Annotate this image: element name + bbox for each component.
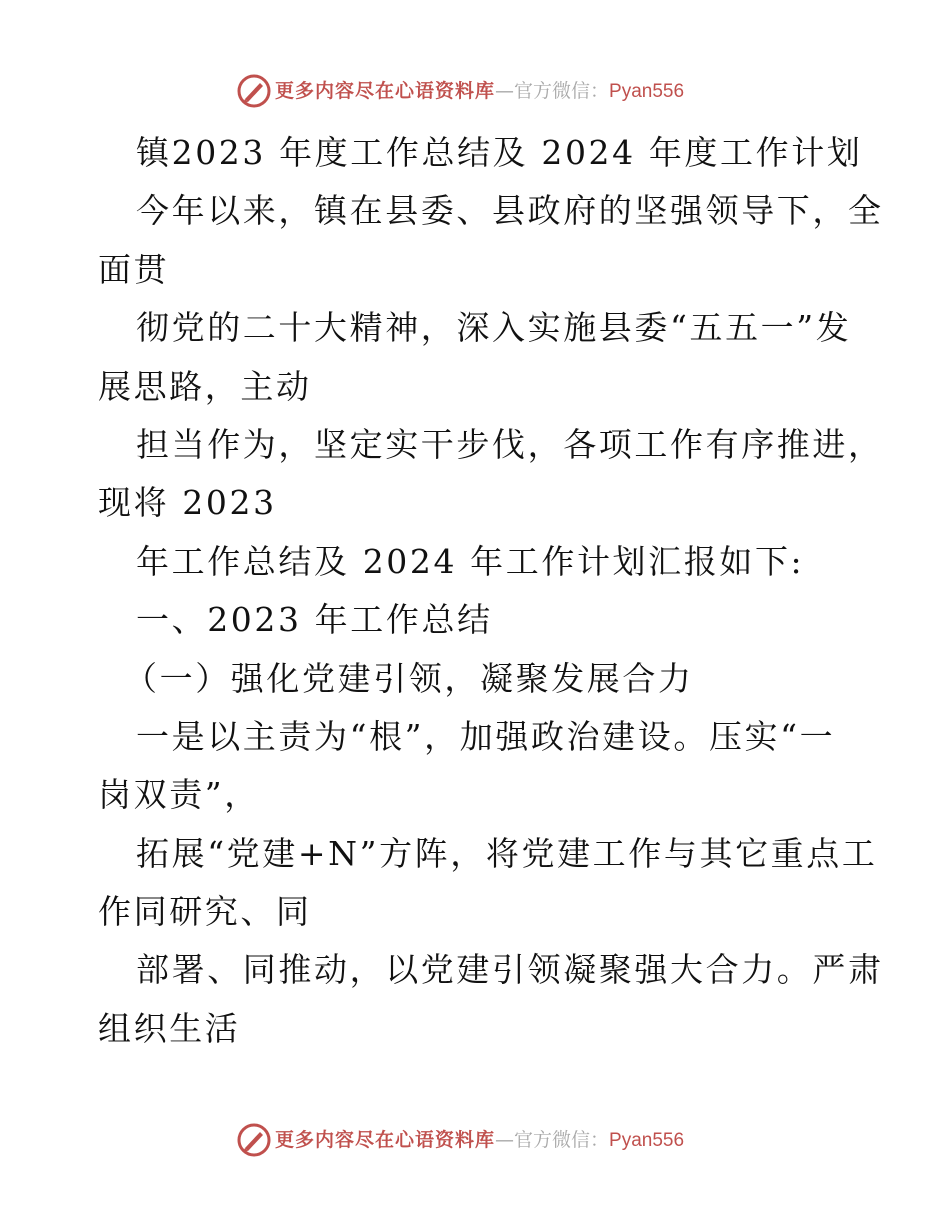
header-watermark-banner: [236, 73, 684, 109]
banner-separator-text: —官方微信：: [495, 79, 610, 102]
paragraph-line: 担当作为，坚定实干步伐，各项工作有序推进，: [136, 424, 884, 464]
banner-account-text: Pyan556: [609, 1129, 685, 1151]
paragraph-line: 现将 2023: [98, 483, 277, 523]
banner-highlight-text: 更多内容尽在心语资料库: [275, 79, 496, 102]
paragraph-line: 岗双责”，: [98, 775, 260, 815]
document-body: [98, 124, 884, 1058]
pen-logo-icon: [236, 73, 272, 109]
paragraph-line: 部署、同推动，以党建引领凝聚强大合力。严肃: [136, 950, 884, 990]
paragraph-line: 年工作总结及 2024 年工作计划汇报如下:: [136, 541, 805, 581]
pen-logo-icon: [236, 1122, 272, 1158]
paragraph-line: 面贯: [98, 249, 170, 289]
paragraph-line: 拓展“党建+N”方阵，将党建工作与其它重点工: [136, 833, 878, 873]
paragraph-line: 作同研究、同: [98, 892, 312, 932]
paragraph-line: 展思路，主动: [98, 366, 312, 406]
section-heading: 一、2023 年工作总结: [136, 600, 493, 640]
subsection-heading: （一）强化党建引领，凝聚发展合力: [124, 658, 694, 698]
banner-highlight-text: 更多内容尽在心语资料库: [275, 1128, 496, 1151]
paragraph-line: 组织生活: [98, 1008, 241, 1048]
document-title: 镇2023 年度工作总结及 2024 年度工作计划: [136, 133, 863, 172]
banner-account-text: Pyan556: [609, 80, 685, 102]
banner-separator-text: —官方微信：: [495, 1128, 610, 1151]
paragraph-line: 一是以主责为“根”，加强政治建设。压实“一: [136, 716, 836, 756]
footer-watermark-banner: [236, 1122, 684, 1158]
paragraph-line: 今年以来，镇在县委、县政府的坚强领导下，全: [136, 191, 884, 231]
paragraph-line: 彻党的二十大精神，深入实施县委“五五一”发: [136, 308, 852, 348]
